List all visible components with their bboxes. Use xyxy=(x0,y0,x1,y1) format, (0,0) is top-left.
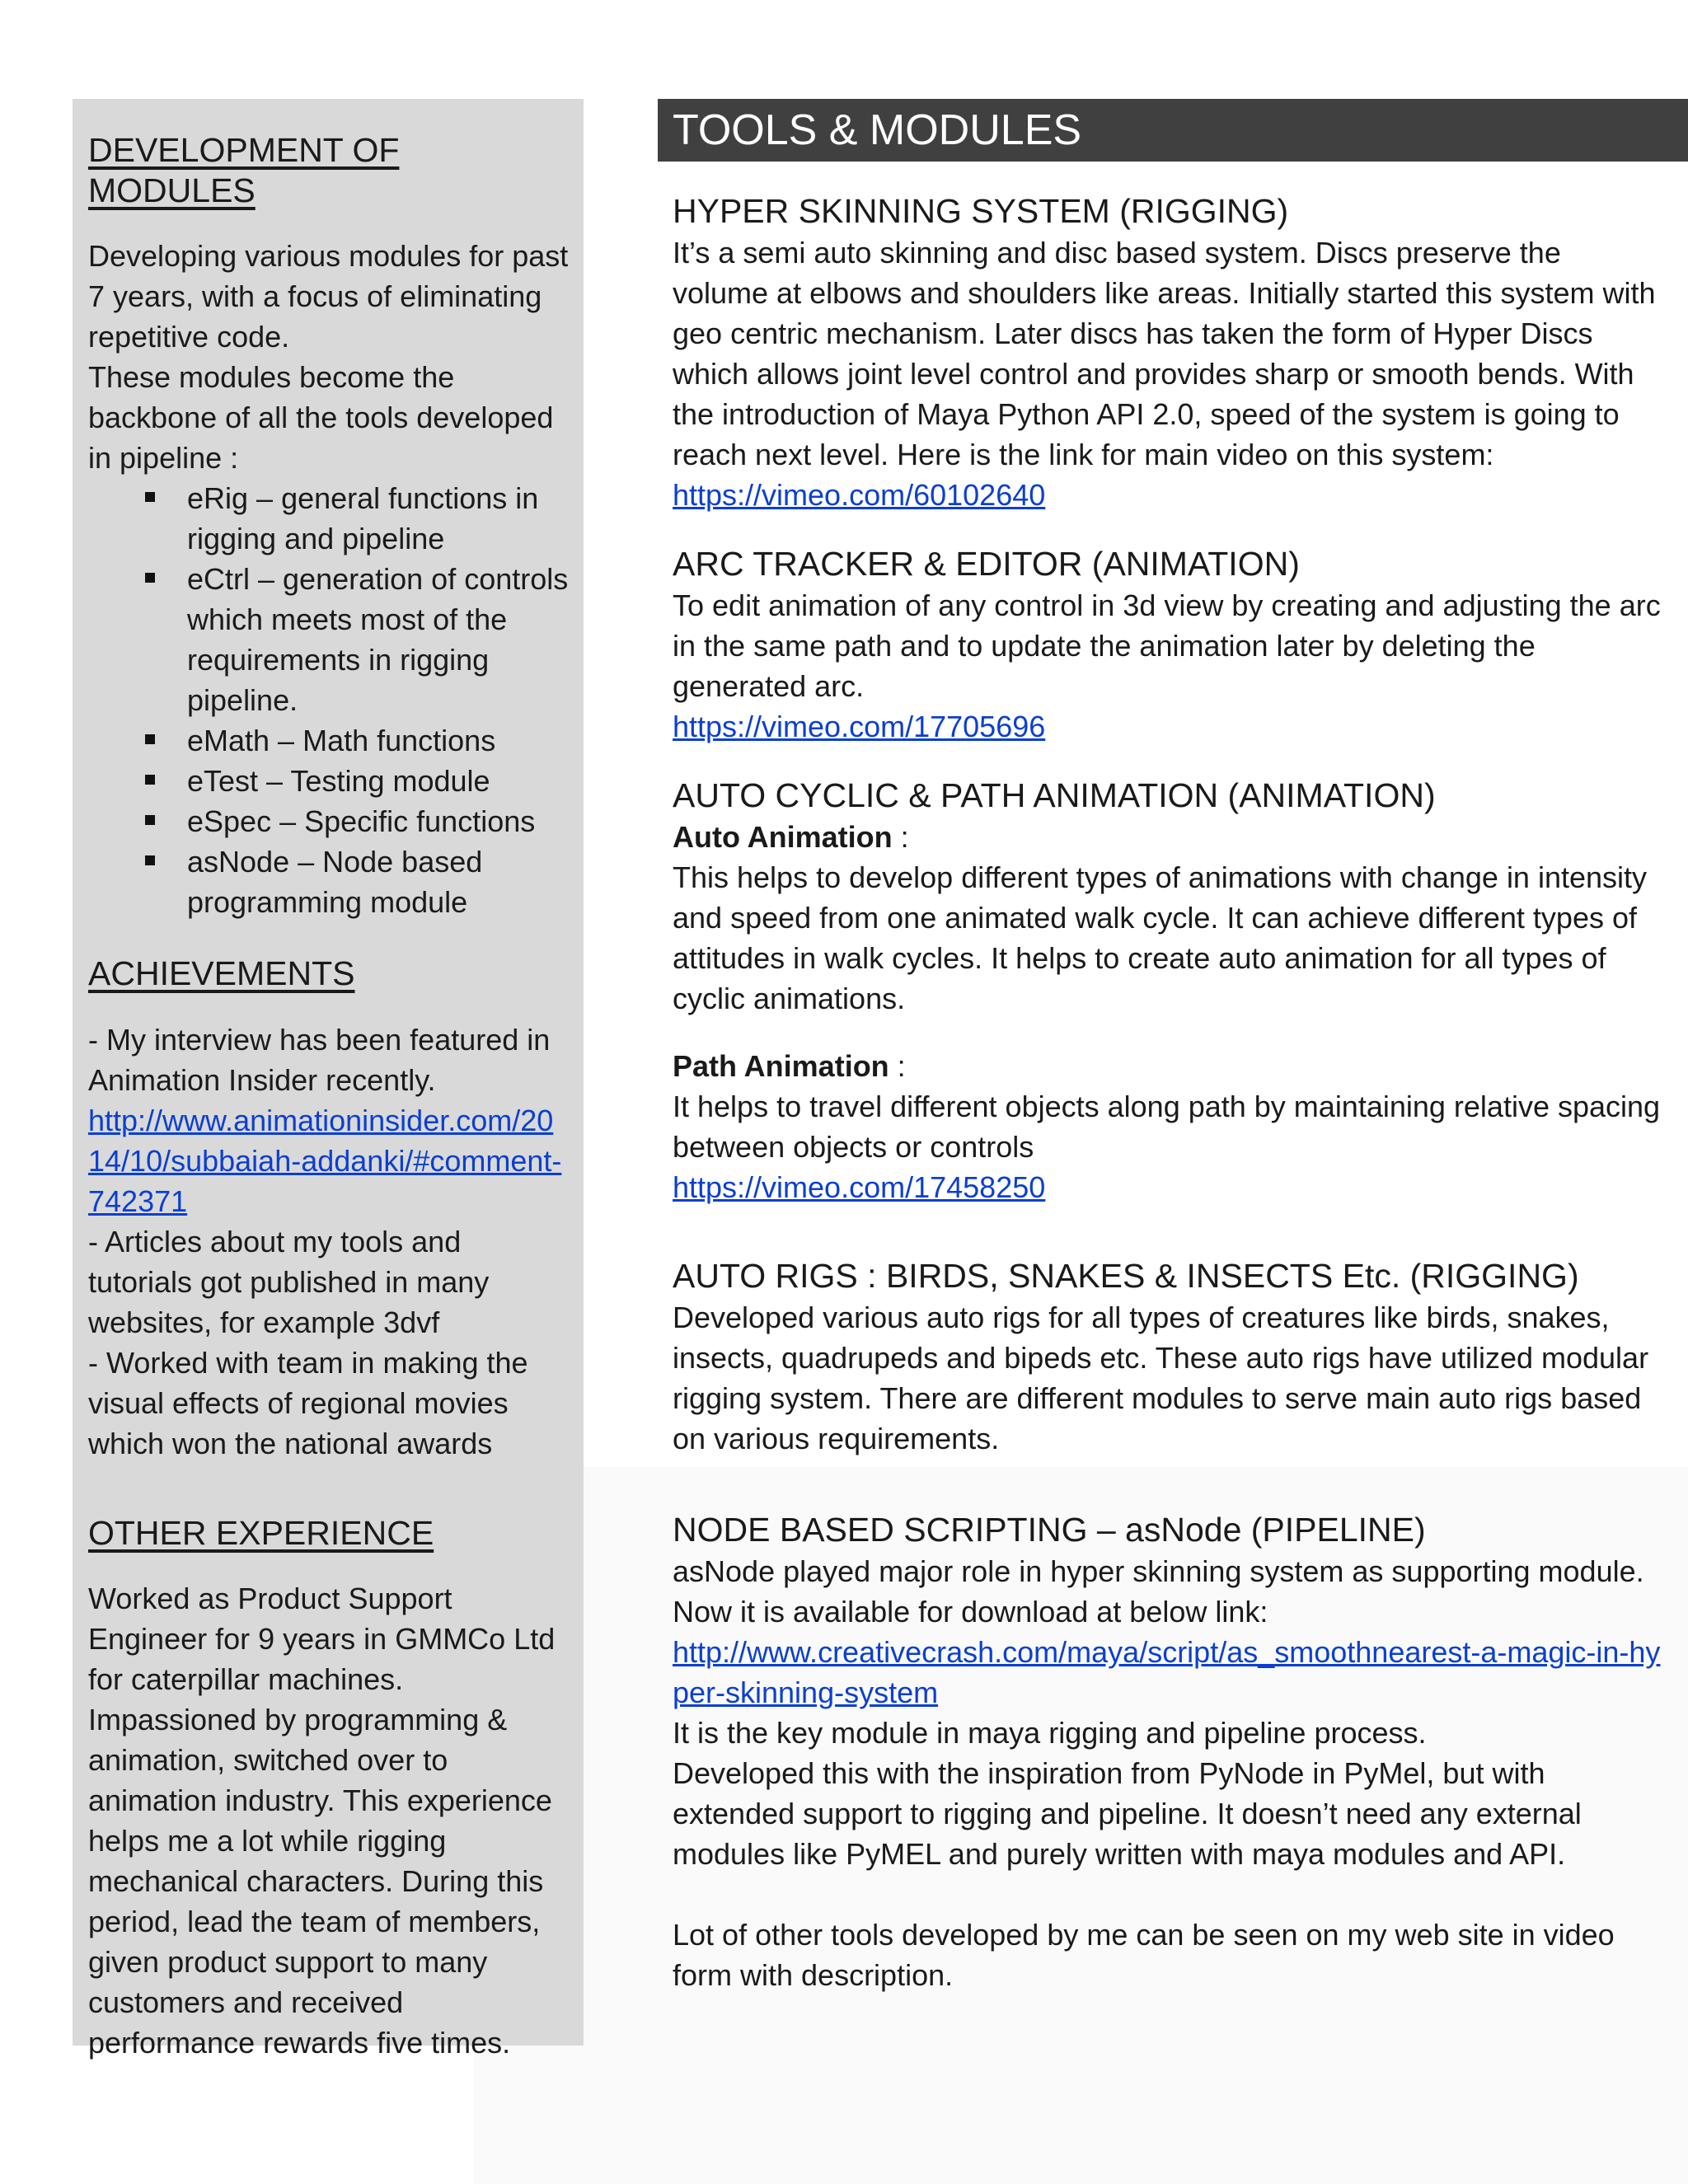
rigs-title: AUTO RIGS : BIRDS, SNAKES & INSECTS Etc. (RIGGING) xyxy=(673,1257,1579,1295)
achievement-articles: - Articles about my tools and tutorials got published in many websites, for example 3dvf xyxy=(88,1224,490,1339)
cyclic-title: AUTO CYCLIC & PATH ANIMATION (ANIMATION) xyxy=(673,776,1436,814)
achievements-section xyxy=(88,954,569,1463)
list-item: asNode – Node based programming module xyxy=(138,841,569,922)
node-text-1: asNode played major role in hyper skinning system as supporting module. Now it is available for download at below link: xyxy=(673,1554,1644,1629)
interview-link[interactable]: http://www.animationinsider.com/2014/10/subbaiah-addanki/#comment-742371 xyxy=(88,1103,562,1218)
closing-text: Lot of other tools developed by me can be seen on my web site in video form with description. xyxy=(673,1918,1615,1992)
arc-tracker-item xyxy=(673,542,1662,747)
node-text-3: Developed this with the inspiration from PyNode in PyMel, but with extended support to rigging and pipeline. It doesn’t need any external modules like PyMEL and purely written with maya modules and API. xyxy=(673,1756,1582,1871)
experience-text: Worked as Product Support Engineer for 9 years in GMMCo Ltd for caterpillar machines. Impassioned by programming & animation, switched over to animation industry. This experience helps me a lot while rigging mechanical characters. During this period, lead the team of members, given product support to many customers and received performance rewards five times. xyxy=(88,1581,556,2060)
node-text-2: It is the key module in maya rigging and pipeline process. xyxy=(673,1716,1427,1750)
node-title: NODE BASED SCRIPTING – asNode (PIPELINE) xyxy=(673,1511,1426,1549)
section-header-bar xyxy=(658,99,1688,162)
experience-heading: OTHER EXPERIENCE xyxy=(88,1513,434,1552)
auto-animation-text: This helps to develop different types of animations with change in intensity and speed from one animated walk cycle. It can achieve different types of attitudes in walk cycles. It helps to create auto animation for all types of cyclic animations. xyxy=(673,860,1648,1015)
path-animation-label: Path Animation xyxy=(673,1049,889,1083)
achievements-heading: ACHIEVEMENTS xyxy=(88,954,355,993)
list-item: eRig – general functions in rigging and pipeline xyxy=(138,478,569,559)
main-content xyxy=(658,99,1688,1995)
list-item: eMath – Math functions xyxy=(138,720,569,761)
modules-section xyxy=(88,130,569,922)
path-animation-colon: : xyxy=(889,1049,906,1083)
arc-title: ARC TRACKER & EDITOR (ANIMATION) xyxy=(673,545,1300,583)
sidebar xyxy=(73,99,584,2060)
modules-intro-2: These modules become the backbone of all the tools developed in pipeline : xyxy=(88,360,554,476)
modules-heading: DEVELOPMENT OF MODULES xyxy=(88,131,400,210)
auto-animation-colon: : xyxy=(892,820,909,854)
node-scripting-item xyxy=(673,1508,1662,1995)
modules-intro: Developing various modules for past 7 years, with a focus of eliminating repetitive code. xyxy=(88,239,569,354)
achievement-interview: - My interview has been featured in Animation Insider recently. xyxy=(88,1022,551,1097)
modules-list xyxy=(88,478,569,922)
rigs-text: Developed various auto rigs for all types of creatures like birds, snakes, insects, quadrupeds and bipeds etc. These auto rigs have utilized modular rigging system. There are different modules to serve main auto rigs based on various requirements. xyxy=(673,1301,1649,1455)
path-video-link[interactable]: https://vimeo.com/17458250 xyxy=(673,1170,1046,1204)
achievement-awards: - Worked with team in making the visual effects of regional movies which won the national awards xyxy=(88,1345,528,1460)
list-item: eCtrl – generation of controls which meets most of the requirements in rigging pipeline. xyxy=(138,559,569,720)
auto-rigs-item xyxy=(673,1254,1662,1459)
arc-video-link[interactable]: https://vimeo.com/17705696 xyxy=(673,710,1046,743)
hyper-video-link[interactable]: https://vimeo.com/60102640 xyxy=(673,478,1046,512)
arc-text: To edit animation of any control in 3d view by creating and adjusting the arc in the same path and to update the animation later by deleting the generated arc. xyxy=(673,588,1661,703)
creativecrash-link[interactable]: http://www.creativecrash.com/maya/script/as_smoothnearest-a-magic-in-hyper-skinning-system xyxy=(673,1635,1661,1709)
path-animation-text: It helps to travel different objects along path by maintaining relative spacing between objects or controls xyxy=(673,1090,1661,1164)
experience-section xyxy=(88,1513,569,2063)
hyper-text: It’s a semi auto skinning and disc based system. Discs preserve the volume at elbows and shoulders like areas. Initially started this system with geo centric mechanism. Later discs has taken the form of Hyper Discs which allows joint level control and provides sharp or smooth bends. With the introduction of Maya Python API 2.0, speed of the system is going to reach next level. Here is the link for main video on this system: xyxy=(673,236,1656,471)
hyper-skinning-item xyxy=(673,190,1662,515)
hyper-title: HYPER SKINNING SYSTEM (RIGGING) xyxy=(673,192,1289,230)
auto-animation-label: Auto Animation xyxy=(673,820,893,854)
list-item: eSpec – Specific functions xyxy=(138,801,569,841)
list-item: eTest – Testing module xyxy=(138,761,569,801)
auto-cyclic-item xyxy=(673,774,1662,1207)
tools-list xyxy=(658,190,1662,1995)
section-title: TOOLS & MODULES xyxy=(673,106,1082,154)
